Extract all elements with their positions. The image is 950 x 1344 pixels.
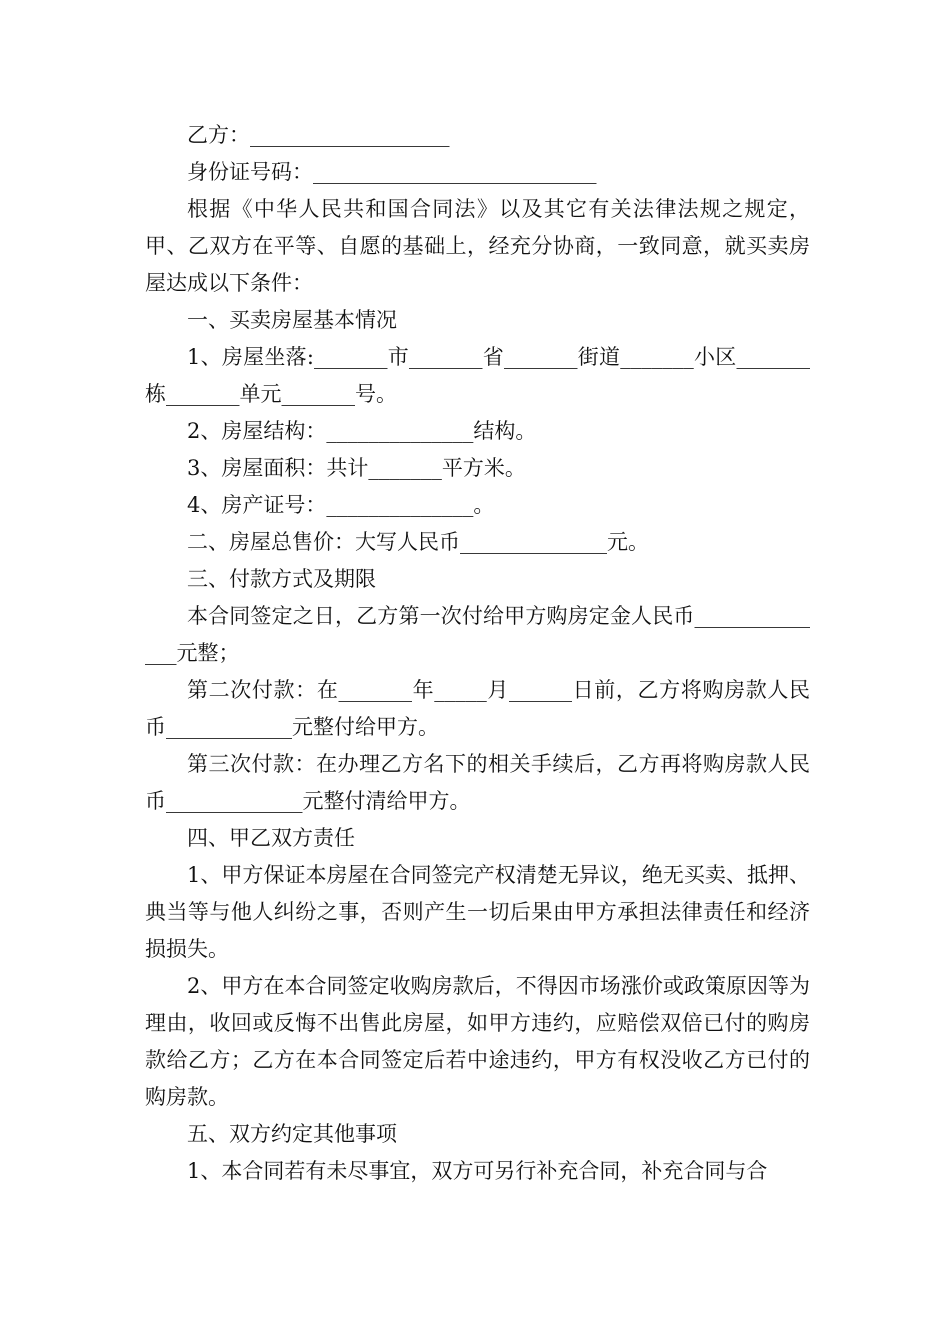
clause-area: 3、房屋面积：共计_______平方米。 [187, 456, 526, 480]
preamble-paragraph: 根据《中华人民共和国合同法》以及其它有关法律法规之规定，甲、乙双方在平等、自愿的基础上，经充分协商，一致同意，就买卖房屋达成以下条件： [145, 197, 810, 295]
section-heading: 三、付款方式及期限 [187, 567, 376, 591]
payment-second: 第二次付款：在_______年_____月______日前，乙方将购房款人民币____________元整付给甲方。 [145, 678, 810, 739]
section-heading: 四、甲乙双方责任 [187, 826, 355, 850]
contract-body [145, 117, 810, 1190]
clause-structure: 2、房屋结构：______________结构。 [187, 419, 537, 443]
section-heading: 一、买卖房屋基本情况 [187, 308, 397, 332]
clause-certificate: 4、房产证号：______________。 [187, 493, 495, 517]
id-number-line: 身份证号码：___________________________ [187, 160, 597, 184]
party-b-line: 乙方：___________________ [187, 123, 450, 147]
payment-third: 第三次付款：在办理乙方名下的相关手续后，乙方再将购房款人民币_____________元整付清给甲方。 [145, 752, 810, 813]
other-matters-clause-1: 1、本合同若有未尽事宜，双方可另行补充合同，补充合同与合 [187, 1159, 768, 1183]
clause-location: 1、房屋坐落:_______市_______省_______街道_______小区_______栋_______单元_______号。 [145, 345, 810, 406]
payment-first: 本合同签定之日，乙方第一次付给甲方购房定金人民币______________元整； [145, 604, 810, 665]
section-heading: 二、房屋总售价：大写人民币______________元。 [187, 530, 649, 554]
responsibility-clause-1: 1、甲方保证本房屋在合同签完产权清楚无异议，绝无买卖、抵押、典当等与他人纠纷之事，否则产生一切后果由甲方承担法律责任和经济损损失。 [145, 863, 810, 961]
responsibility-clause-2: 2、甲方在本合同签定收购房款后，不得因市场涨价或政策原因等为理由，收回或反悔不出售此房屋，如甲方违约，应赔偿双倍已付的购房款给乙方；乙方在本合同签定后若中途违约，甲方有权没收乙方已付的购房款。 [145, 974, 810, 1109]
section-heading: 五、双方约定其他事项 [187, 1122, 397, 1146]
